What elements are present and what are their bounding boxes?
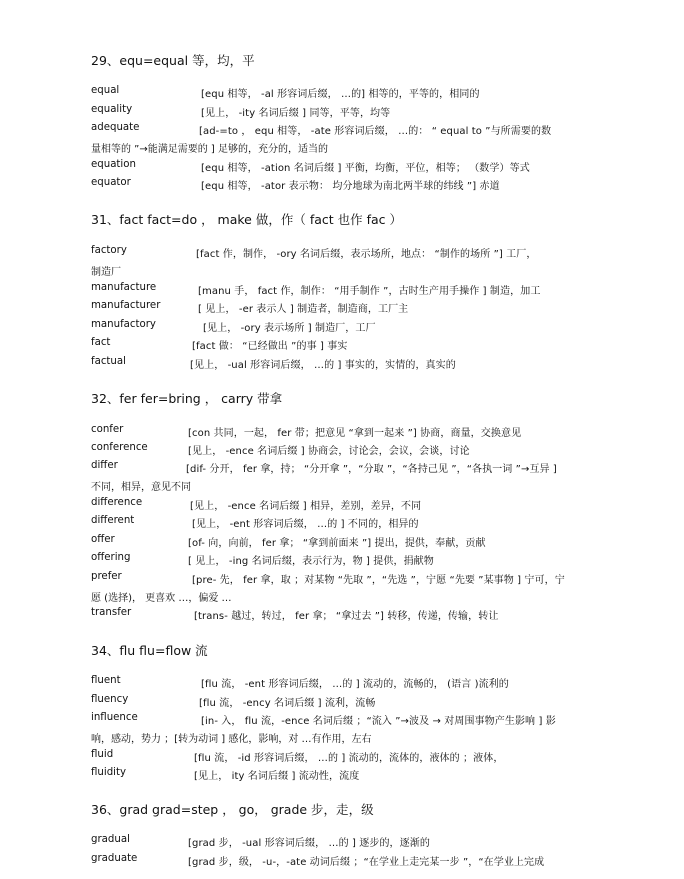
- entry-definition: [ 见上， -er 表示人 ] 制造者，制造商，工厂主: [198, 304, 409, 315]
- entry-definition-continued: 愿 (选择)， 更喜欢 …，偏爱 …: [91, 593, 232, 604]
- entry-word: equator: [91, 177, 131, 188]
- entry-definition: [equ 相等， -ator 表示物： 均分地球为南北两半球的纬线 ”] 赤道: [201, 181, 500, 192]
- entry-definition: [ad-=to ， equ 相等， -ate 形容词后缀， …的： “ equal to ”与所需要的数: [199, 126, 552, 137]
- entry-word: transfer: [91, 607, 132, 618]
- entry-definition-continued: 制造厂: [91, 267, 121, 278]
- entry-definition: [equ 相等， -ation 名词后缀 ] 平衡，均衡，平位，相等； （数学）等式: [201, 163, 530, 174]
- entry-word: gradual: [91, 834, 130, 845]
- section-heading: 31、fact fact=do ， make 做，作（ fact 也作 fac ）: [91, 212, 403, 227]
- entry-word: fluidity: [91, 767, 127, 778]
- entry-word: manufactory: [91, 319, 156, 330]
- entry-definition: [见上， -ity 名词后缀 ] 同等，平等，均等: [201, 108, 391, 119]
- entry-definition: [grad 步，级， -u-，-ate 动词后缀 ；“在学业上走完某一步 ”，“在学业上完成: [188, 857, 545, 868]
- entry-word: offer: [91, 534, 115, 545]
- entry-definition: [见上， -ence 名词后缀 ] 相异，差别，差异，不同: [190, 501, 422, 512]
- entry-word: difference: [91, 497, 143, 508]
- entry-word: prefer: [91, 571, 122, 582]
- entry-word: fluency: [91, 694, 129, 705]
- entry-definition: [ 见上， -ing 名词后缀，表示行为，物 ] 提供，捐献物: [188, 556, 434, 567]
- entry-word: graduate: [91, 853, 138, 864]
- entry-definition: [equ 相等， -al 形容词后缀， …的] 相等的，平等的，相同的: [201, 89, 480, 100]
- entry-word: offering: [91, 552, 131, 563]
- entry-word: differ: [91, 460, 118, 471]
- entry-definition-continued: 量相等的 ”→能满足需要的 ] 足够的，充分的，适当的: [91, 144, 328, 155]
- entry-definition: [manu 手， fact 作，制作： “用手制作 ”，古时生产用手操作 ] 制造，加工: [198, 286, 541, 297]
- entry-word: fluent: [91, 675, 121, 686]
- section-heading: 29、equ=equal 等，均，平: [91, 53, 255, 68]
- entry-definition: [见上， -ent 形容词后缀， …的 ] 不同的，相异的: [192, 519, 419, 530]
- entry-word: manufacturer: [91, 300, 161, 311]
- entry-word: equation: [91, 159, 136, 170]
- entry-definition-continued: 响，感动，势力 ；[转为动词 ] 感化，影响，对 …有作用，左右: [91, 734, 372, 745]
- entry-word: equality: [91, 104, 133, 115]
- entry-definition-continued: 不同，相异，意见不同: [91, 482, 191, 493]
- entry-definition: [dif- 分开， fer 拿，持； “分开拿 ”，“分取 ”，“各持己见 ”，“各执一词 ”→互异 ]: [186, 464, 557, 475]
- entry-definition: [pre- 先， fer 拿，取 ；对某物 “先取 ”，“先选 ”，宁愿 “先要 ”某事物 ] 宁可，宁: [192, 575, 565, 586]
- entry-word: fact: [91, 337, 111, 348]
- entry-word: fluid: [91, 749, 114, 760]
- entry-definition: [fact 作，制作， -ory 名词后缀，表示场所，地点： “制作的场所 ”] 工厂，: [196, 249, 537, 260]
- entry-word: factual: [91, 356, 126, 367]
- entry-definition: [见上， -ual 形容词后缀， …的 ] 事实的，实情的，真实的: [190, 360, 456, 371]
- section-heading: 36、grad grad=step ， go， grade 步，走，级: [91, 802, 374, 817]
- entry-word: different: [91, 515, 135, 526]
- entry-word: equal: [91, 85, 120, 96]
- entry-word: adequate: [91, 122, 140, 133]
- entry-definition: [con 共同，一起， fer 带；把意见 “拿到一起来 ”] 协商，商量，交换意见: [188, 428, 522, 439]
- entry-definition: [flu 流， -ent 形容词后缀， …的 ] 流动的，流畅的， (语言 )流利的: [201, 679, 509, 690]
- entry-definition: [of- 向，向前， fer 拿； “拿到前面来 ”] 提出，提供，奉献，贡献: [188, 538, 486, 549]
- entry-definition: [见上， -ence 名词后缀 ] 协商会，讨论会，会议，会谈，讨论: [188, 446, 470, 457]
- entry-word: factory: [91, 245, 127, 256]
- entry-definition: [fact 做： “已经做出 ”的事 ] 事实: [192, 341, 348, 352]
- entry-definition: [trans- 越过，转过， fer 拿； “拿过去 ”] 转移，传递，传输，转让: [194, 611, 499, 622]
- entry-word: influence: [91, 712, 138, 723]
- entry-word: manufacture: [91, 282, 157, 293]
- entry-definition: [flu 流， -id 形容词后缀， …的 ] 流动的，流体的，液体的 ；液体，: [194, 753, 504, 764]
- entry-word: confer: [91, 424, 124, 435]
- entry-definition: [grad 步， -ual 形容词后缀， …的 ] 逐步的，逐渐的: [188, 838, 430, 849]
- entry-definition: [见上， ity 名词后缀 ] 流动性，流度: [194, 771, 360, 782]
- entry-word: conference: [91, 442, 148, 453]
- entry-definition: [见上， -ory 表示场所 ] 制造厂，工厂: [203, 323, 376, 334]
- entry-definition: [flu 流， -ency 名词后缀 ] 流利，流畅: [199, 698, 376, 709]
- section-heading: 32、fer fer=bring ， carry 带拿: [91, 391, 283, 406]
- entry-definition: [in- 入， flu 流，-ence 名词后缀 ；“流入 ”→波及 → 对周围事物产生影响 ] 影: [201, 716, 556, 727]
- section-heading: 34、flu flu=flow 流: [91, 643, 208, 658]
